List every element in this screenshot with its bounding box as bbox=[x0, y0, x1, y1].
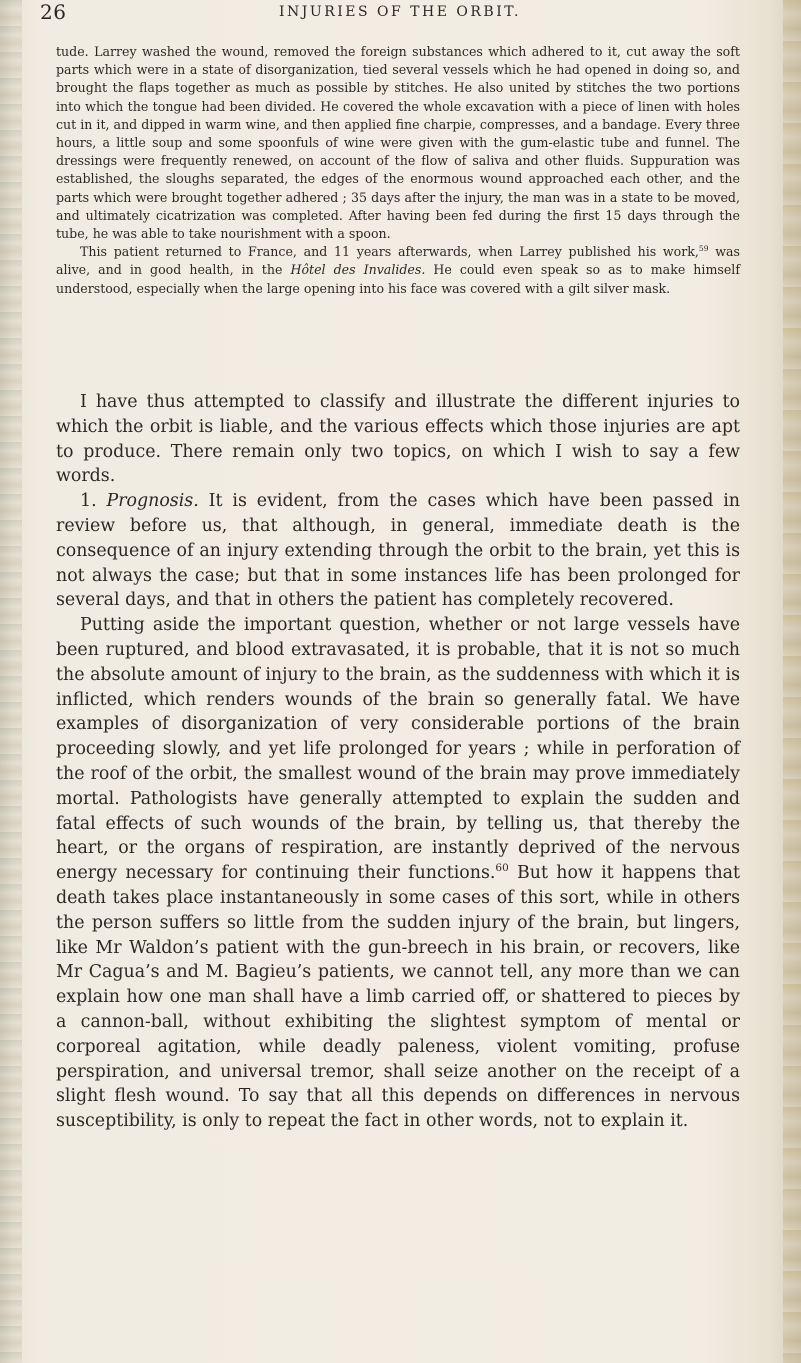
paragraph-classification: I have thus attempted to classify and illustrate the different injuries to which the orbit is liable, and the various effects which those injuries are apt to produce. There remain only two topics, on which I wish to say a few words. bbox=[56, 392, 740, 487]
footnote-ref-59: 59 bbox=[698, 244, 709, 254]
running-title: INJURIES OF THE ORBIT. bbox=[279, 4, 521, 20]
case-paragraph-2-start: This patient returned to France, and 11 years afterwards, when Larrey published his work, bbox=[80, 244, 699, 260]
case-paragraph-2 bbox=[56, 243, 740, 298]
pathology-text-end: But how it happens that death takes place instantaneously in some cases of this sort, while in others the person suffers so little from the sudden injury of the brain, but lingers, like Mr Waldon’s patient with the gun-breech in his brain, or recovers, like Mr Cagua’s and M. Bagieu’s patients, we cannot tell, any more than we can explain how one man shall have a limb carried off, or shattered to pieces by a cannon-ball, without exhibiting the slightest symptom of mental or corporeal agitation, while deadly paleness, violent vomiting, profuse perspiration, and universal tremor, shall seize another on the receipt of a slight flesh wound. To say that all this depends on differences in nervous susceptibility, is only to repeat the fact in other words, not to explain it. bbox=[56, 863, 740, 1132]
main-text bbox=[56, 390, 740, 1134]
page-right-edge bbox=[783, 0, 801, 1363]
case-paragraph-2-end: He could even speak so as to make himself understood, especially when the large opening into his face was covered with a gilt silver mask. bbox=[56, 262, 740, 296]
page-left-edge bbox=[0, 0, 22, 1363]
case-paragraph-1: tude. Larrey washed the wound, removed the foreign substances which adhered to it, cut away the soft parts which were in a state of disorganization, tied several vessels which he had opened in doing so, and brought the flaps together as much as possible by stitches. He also united by stitches the two portions into which the tongue had been divided. He covered the whole excavation with a piece of linen with holes cut in it, and dipped in warm wine, and then applied fine charpie, compresses, and a bandage. Every three hours, a little soup and some spoonfuls of wine were given with the gum-elastic tube and funnel. The dressings were frequently renewed, on account of the flow of saliva and other fluids. Suppuration was established, the sloughs separated, the edges of the enormous wound approached each other, and the parts which were brought together adhered ; 35 days after the injury, the man was in a state to be moved, and ultimately cicatrization was completed. After having been fed during the first 15 days through the tube, he was able to take nourishment with a spoon. bbox=[56, 44, 740, 242]
pathology-text-start: Putting aside the important question, whether or not large vessels have been ruptured, and blood extravasated, it is probable, that it is not so much the absolute amount of injury to the brain, as the suddenness with which it is inflicted, which renders wounds of the brain so generally fatal. We have examples of disorganization of very considerable portions of the brain proceeding slowly, and yet life prolonged for years ; while in perforation of the roof of the orbit, the smallest wound of the brain may prove immediately mortal. Pathologists have generally attempted to explain the sudden and fatal effects of such wounds of the brain, by telling us, that thereby the heart, or the organs of respiration, are instantly deprived of the nervous energy necessary for continuing their functions. bbox=[56, 615, 740, 884]
case-paragraph-2-middle: was alive, and in good health, in the bbox=[56, 244, 740, 278]
prognosis-number: 1. bbox=[80, 491, 107, 512]
paragraph-pathology bbox=[56, 613, 740, 1134]
case-report-text bbox=[56, 43, 740, 298]
prognosis-heading: Prognosis. bbox=[106, 491, 199, 512]
paragraph-prognosis bbox=[56, 489, 740, 613]
prognosis-text: It is evident, from the cases which have been passed in review before us, that although, in general, immediate death is the consequence of an injury extending through the orbit to the brain, yet this is not always the case; but that in some instances life has been prolonged for several days, and that in others the patient has completely recovered. bbox=[56, 491, 740, 611]
footnote-ref-60: 60 bbox=[495, 862, 509, 875]
page-header bbox=[40, 0, 760, 30]
page-number: 26 bbox=[40, 0, 67, 24]
hotel-des-invalides: Hôtel des Invalides. bbox=[290, 262, 426, 278]
